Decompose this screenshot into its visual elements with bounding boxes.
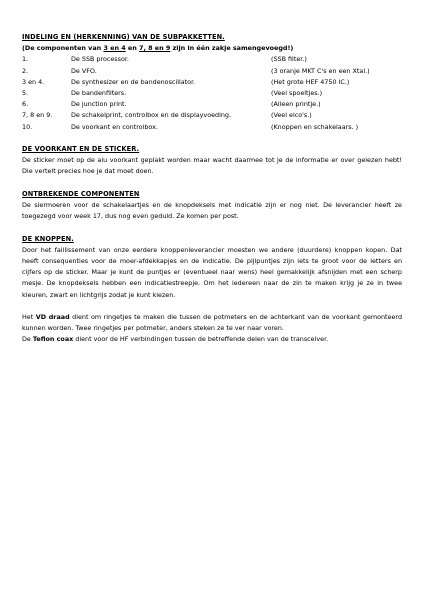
item-note: (Knoppen en schakelaars. ) — [271, 122, 359, 131]
item-number: 6. — [22, 100, 29, 109]
item-note: (Alleen printje.) — [271, 100, 321, 109]
section-heading-ontbrekende: ONTBREKENDE COMPONENTEN — [22, 189, 140, 198]
item-number: 5. — [22, 88, 29, 97]
vd-draad-paragraph — [22, 312, 402, 334]
spacer — [22, 222, 402, 233]
section-heading-knoppen: DE KNOPPEN. — [22, 234, 74, 243]
list-item — [22, 54, 402, 65]
item-description: De synthesizer en de bandenoscillator. — [71, 77, 196, 86]
item-description: De VFO. — [71, 66, 97, 75]
item-number: 2. — [22, 66, 29, 75]
item-description: De SSB processor. — [71, 55, 129, 64]
document-content — [22, 32, 402, 346]
item-description: De bandenfilters. — [71, 88, 127, 97]
item-number: 10. — [22, 122, 33, 131]
spacer — [22, 133, 402, 144]
vd-post: dient om ringetjes te maken die tussen de potmeters en de achterkant van de voorkant gemonteerd kunnen worden. Twee ringetjes per potmeter, anders steken ze te ver naar voren. — [22, 312, 403, 333]
item-note: (Het grote HEF 4750 IC.) — [271, 77, 350, 86]
item-note: (3 oranje MKT C's en een Xtal.) — [271, 66, 370, 75]
subtitle-part: en — [125, 44, 140, 53]
teflon-post: dient voor de HF verbindingen tussen de betreffende delen van de transceiver. — [73, 335, 329, 344]
item-note: (Veel elco's.) — [271, 111, 312, 120]
teflon-coax-term: Teflon coax — [32, 335, 74, 344]
item-description: De voorkant en controlbox. — [71, 122, 158, 131]
item-description: De junction print. — [71, 100, 127, 109]
subpakketten-subtitle — [22, 43, 402, 54]
item-description: De schakelprint, controlbox en de displayvoeding. — [71, 111, 232, 120]
item-note: (SSB filter.) — [271, 55, 307, 64]
list-item — [22, 110, 402, 121]
item-number: 7, 8 en 9. — [22, 111, 53, 120]
list-item — [22, 66, 402, 77]
list-item — [22, 77, 402, 88]
teflon-coax-paragraph — [22, 334, 402, 345]
ontbrekende-paragraph: De siermoeren voor de schakelaartjes en de knopdeksels met indicatie zijn er nog niet. De leverancier heeft ze toegezegd voor week 17, dus nog even geduld. Ze komen per post. — [22, 200, 402, 221]
vd-pre: Het — [22, 312, 36, 321]
section-heading-subpakketten: INDELING EN (HERKENNING) VAN DE SUBPAKKETTEN. — [22, 33, 225, 41]
voorkant-paragraph: De sticker moet op de alu voorkant geplakt worden maar wacht daarmee tot je de informatie er over gelezen hebt! Die vertelt precies hoe je dat moet doen. — [22, 156, 402, 176]
knoppen-paragraph: Door het faillissement van onze eerdere knoppenleverancier moesten we andere (duurdere) knoppen kopen. Dat heeft consequenties voor de moer-afdekkapjes en de indicatie. De pijlpuntjes zijn iets te groot voor de letters en cijfers op de sticker. Maar je kunt de puntjes er (eventueel naar wens) heel gemakkelijk afsnijden met een scherp mesje. De knopdeksels hebben een indicatiestreepje. Om het iedereen naar de zin te maken krijg je ze in twee kleuren, zwart en lichtgrijs zodat je kunt kiezen. — [22, 245, 402, 299]
item-number: 3 en 4. — [22, 77, 45, 86]
list-item — [22, 88, 402, 99]
subtitle-part: zijn in één zakje samengevoegd!) — [170, 44, 294, 53]
list-item — [22, 122, 402, 133]
item-note: (Veel spoeltjes.) — [271, 88, 323, 97]
spacer — [22, 178, 402, 189]
vd-draad-term: VD draad — [35, 312, 70, 321]
section-heading-voorkant: DE VOORKANT EN DE STICKER. — [22, 144, 140, 153]
subtitle-underlined: 7, 8 en 9 — [139, 44, 171, 53]
subpakketten-list — [22, 54, 402, 132]
teflon-pre: De — [22, 335, 33, 344]
item-number: 1. — [22, 55, 29, 64]
subtitle-part: (De componenten van — [22, 44, 104, 53]
list-item — [22, 99, 402, 110]
spacer — [22, 301, 402, 312]
subtitle-underlined: 3 en 4 — [103, 44, 126, 53]
